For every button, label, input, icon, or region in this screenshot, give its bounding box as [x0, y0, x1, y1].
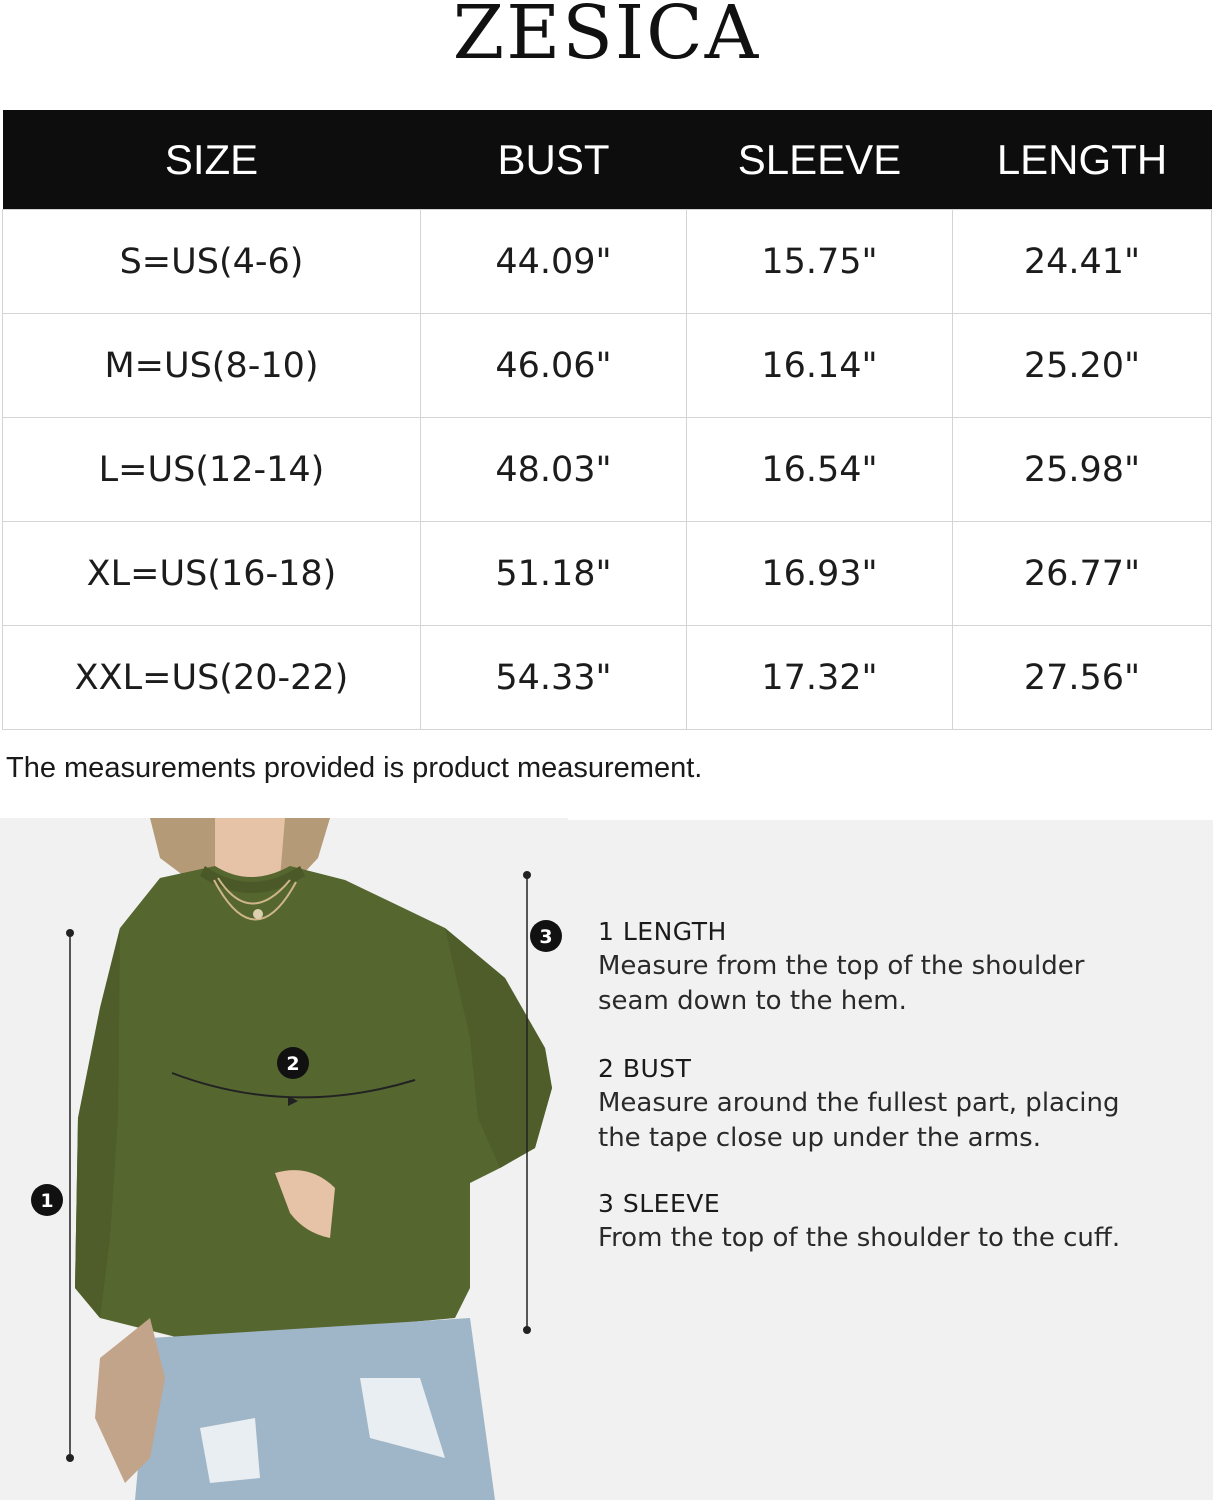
length-cell: 27.56" [953, 626, 1212, 730]
measurement-note: The measurements provided is product measurement. [6, 752, 703, 784]
model-photo [0, 818, 568, 1500]
guide-bust-desc-line: the tape close up under the arms. [598, 1123, 1041, 1153]
header-size: SIZE [3, 110, 421, 210]
header-bust: BUST [421, 110, 687, 210]
bust-cell: 46.06" [421, 314, 687, 418]
guide-length-title: 1 LENGTH [598, 917, 727, 946]
guide-bust-desc-line: Measure around the fullest part, placing [598, 1088, 1120, 1118]
marker-badge-3 [530, 920, 562, 952]
sleeve-cell: 15.75" [687, 210, 953, 314]
sleeve-cell: 16.93" [687, 522, 953, 626]
bust-cell: 54.33" [421, 626, 687, 730]
size-cell: XL=US(16-18) [3, 522, 421, 626]
bust-cell: 51.18" [421, 522, 687, 626]
brand-logo: ZESICA [452, 0, 761, 76]
length-cell: 26.77" [953, 522, 1212, 626]
table-row [3, 314, 1212, 418]
bust-cell: 44.09" [421, 210, 687, 314]
length-cell: 25.20" [953, 314, 1212, 418]
sleeve-cell: 16.54" [687, 418, 953, 522]
length-cell: 24.41" [953, 210, 1212, 314]
header-length: LENGTH [953, 110, 1212, 210]
table-header-row [3, 110, 1212, 210]
guide-length [598, 915, 1198, 1019]
marker-2-label: 2 [286, 1053, 300, 1075]
table-row [3, 418, 1212, 522]
guide-length-desc-line: Measure from the top of the shoulder [598, 951, 1085, 981]
table-row [3, 522, 1212, 626]
guide-sleeve [598, 1187, 1198, 1256]
sleeve-cell: 17.32" [687, 626, 953, 730]
guide-bust [598, 1052, 1198, 1156]
marker-1-label: 1 [40, 1190, 54, 1212]
size-cell: XXL=US(20-22) [3, 626, 421, 730]
guide-length-desc-line: seam down to the hem. [598, 986, 907, 1016]
sleeve-cell: 16.14" [687, 314, 953, 418]
guide-sleeve-desc-line: From the top of the shoulder to the cuff. [598, 1223, 1121, 1253]
measurement-guide [568, 820, 1213, 1500]
guide-sleeve-title: 3 SLEEVE [598, 1189, 721, 1218]
size-cell: M=US(8-10) [3, 314, 421, 418]
table-row [3, 210, 1212, 314]
table-row [3, 626, 1212, 730]
bust-cell: 48.03" [421, 418, 687, 522]
marker-3-label: 3 [539, 926, 553, 948]
marker-badge-2 [277, 1047, 309, 1079]
size-cell: L=US(12-14) [3, 418, 421, 522]
header-sleeve: SLEEVE [687, 110, 953, 210]
length-cell: 25.98" [953, 418, 1212, 522]
guide-bust-title: 2 BUST [598, 1054, 692, 1083]
size-cell: S=US(4-6) [3, 210, 421, 314]
marker-badge-1 [31, 1184, 63, 1216]
size-chart-table [2, 110, 1212, 730]
